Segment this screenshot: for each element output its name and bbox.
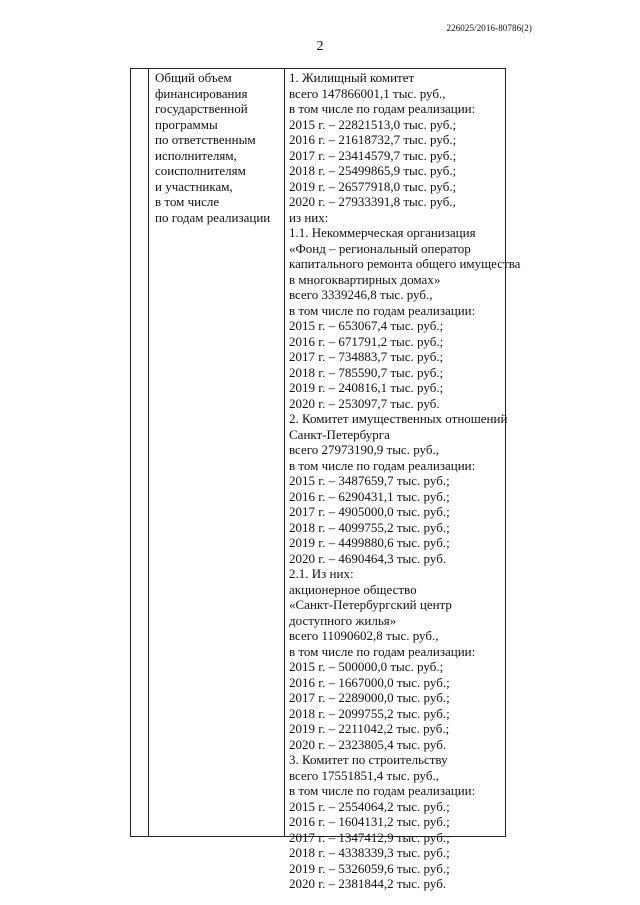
label-line: государственной bbox=[155, 101, 248, 116]
label-line: Общий объем bbox=[155, 70, 232, 85]
content-line: 2018 г. – 2099755,2 тыс. руб.; bbox=[289, 705, 450, 721]
content-line: 2020 г. – 253097,7 тыс. руб. bbox=[289, 395, 440, 411]
content-line: 1. Жилищный комитет bbox=[289, 70, 415, 85]
content-line: доступного жилья» bbox=[289, 612, 397, 628]
content-line: 2016 г. – 21618732,7 тыс. руб.; bbox=[289, 132, 457, 147]
content-line: 2017 г. – 2289000,0 тыс. руб.; bbox=[289, 690, 450, 705]
label-line: в том числе bbox=[155, 194, 220, 209]
content-line: всего 11090602,8 тыс. руб., bbox=[289, 628, 439, 643]
content-line: в том числе по годам реализации: bbox=[289, 457, 476, 473]
content-line: 2016 г. – 1604131,2 тыс. руб.; bbox=[289, 814, 450, 829]
content-line: 2019 г. – 26577918,0 тыс. руб.; bbox=[289, 178, 457, 194]
content-line: 2020 г. – 2323805,4 тыс. руб. bbox=[289, 736, 447, 752]
content-line: 2020 г. – 4690464,3 тыс. руб. bbox=[289, 550, 447, 566]
table-cell-content bbox=[289, 70, 521, 892]
content-line: из них: bbox=[289, 209, 329, 225]
content-line: в том числе по годам реализации: bbox=[289, 643, 476, 659]
column-divider-1 bbox=[148, 68, 149, 837]
table-cell-label bbox=[155, 70, 283, 225]
content-line: 2017 г. – 23414579,7 тыс. руб.; bbox=[289, 147, 457, 163]
content-line: 2015 г. – 3487659,7 тыс. руб.; bbox=[289, 473, 450, 488]
label-line: по годам реализации bbox=[155, 209, 271, 225]
content-line: 2017 г. – 734883,7 тыс. руб.; bbox=[289, 349, 444, 364]
content-line: 2016 г. – 1667000,0 тыс. руб.; bbox=[289, 674, 450, 690]
label-line: исполнителям, bbox=[155, 147, 237, 163]
content-line: «Фонд – региональный оператор bbox=[289, 240, 471, 256]
content-line: всего 147866001,1 тыс. руб., bbox=[289, 85, 446, 101]
content-line: 2020 г. – 2381844,2 тыс. руб. bbox=[289, 876, 447, 891]
label-line: программы bbox=[155, 116, 218, 132]
content-line: 2019 г. – 240816,1 тыс. руб.; bbox=[289, 380, 444, 395]
content-line: 1.1. Некоммерческая организация bbox=[289, 225, 476, 240]
content-line: в многоквартирных домах» bbox=[289, 271, 441, 287]
label-line: по ответственным bbox=[155, 132, 256, 147]
content-line: капитального ремонта общего имущества bbox=[289, 256, 521, 271]
content-line: 2018 г. – 25499865,9 тыс. руб.; bbox=[289, 163, 457, 178]
content-line: всего 3339246,8 тыс. руб., bbox=[289, 287, 433, 302]
content-line: в том числе по годам реализации: bbox=[289, 101, 476, 116]
content-line: 2018 г. – 4338339,3 тыс. руб.; bbox=[289, 845, 450, 860]
content-line: 2015 г. – 2554064,2 тыс. руб.; bbox=[289, 798, 450, 814]
page-number: 2 bbox=[316, 39, 324, 54]
content-line: 2. Комитет имущественных отношений bbox=[289, 411, 508, 426]
label-line: соисполнителям bbox=[155, 163, 246, 178]
label-line: и участникам, bbox=[155, 178, 233, 194]
content-line: 2019 г. – 5326059,6 тыс. руб.; bbox=[289, 860, 450, 876]
content-line: «Санкт-Петербургский центр bbox=[289, 597, 452, 612]
content-line: 2017 г. – 1347412,9 тыс. руб.; bbox=[289, 829, 450, 845]
content-line: акционерное общество bbox=[289, 581, 417, 597]
content-line: 2020 г. – 27933391,8 тыс. руб., bbox=[289, 194, 456, 209]
content-line: 3. Комитет по строительству bbox=[289, 752, 448, 767]
content-line: в том числе по годам реализации: bbox=[289, 783, 476, 798]
content-line: 2019 г. – 2211042,2 тыс. руб.; bbox=[289, 721, 450, 736]
content-line: всего 27973190,9 тыс. руб., bbox=[289, 442, 439, 457]
content-line: 2.1. Из них: bbox=[289, 566, 354, 581]
content-line: Санкт-Петербурга bbox=[289, 426, 390, 442]
content-line: 2015 г. – 500000,0 тыс. руб.; bbox=[289, 659, 444, 674]
content-line: 2015 г. – 653067,4 тыс. руб.; bbox=[289, 318, 444, 333]
content-line: 2018 г. – 785590,7 тыс. руб.; bbox=[289, 364, 444, 380]
label-line: финансирования bbox=[155, 85, 248, 101]
column-divider-2 bbox=[284, 68, 285, 837]
content-line: 2017 г. – 4905000,0 тыс. руб.; bbox=[289, 504, 450, 519]
content-line: 2016 г. – 671791,2 тыс. руб.; bbox=[289, 333, 444, 349]
content-line: 2019 г. – 4499880,6 тыс. руб.; bbox=[289, 535, 450, 550]
content-line: 2016 г. – 6290431,1 тыс. руб.; bbox=[289, 488, 450, 504]
content-line: 2018 г. – 4099755,2 тыс. руб.; bbox=[289, 519, 450, 535]
content-line: всего 17551851,4 тыс. руб., bbox=[289, 767, 439, 783]
document-id: 226025/2016-80786(2) bbox=[446, 23, 532, 33]
content-line: в том числе по годам реализации: bbox=[289, 302, 476, 318]
content-line: 2015 г. – 22821513,0 тыс. руб.; bbox=[289, 116, 457, 132]
